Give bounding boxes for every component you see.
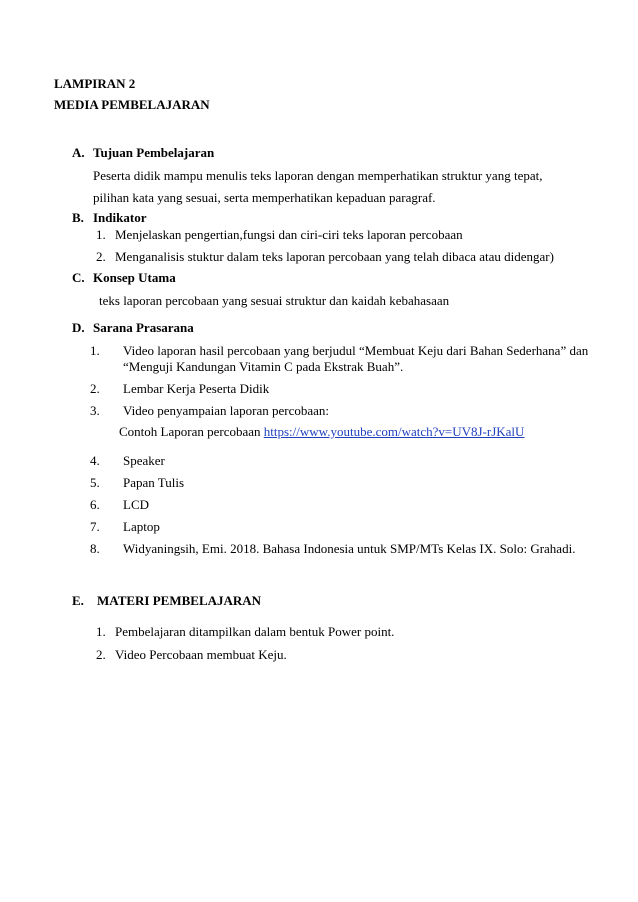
material-text-1: Pembelajaran ditampilkan dalam bentuk Power point. — [115, 624, 395, 639]
indicator-num-1: 1. — [96, 227, 106, 242]
example-label: Contoh Laporan percobaan — [119, 424, 261, 439]
section-c-text: teks laporan percobaan yang sesuai struktur dan kaidah kebahasaan — [99, 293, 450, 308]
facility-num-3: 3. — [90, 403, 100, 418]
facility-text-1-line2: “Menguji Kandungan Vitamin C pada Ekstrak Buah”. — [123, 359, 404, 374]
facility-num-4: 4. — [90, 453, 100, 468]
facility-text-8: Widyaningsih, Emi. 2018. Bahasa Indonesia untuk SMP/MTs Kelas IX. Solo: Grahadi. — [123, 541, 576, 556]
facility-num-7: 7. — [90, 519, 100, 534]
section-a-letter: A. — [72, 145, 85, 160]
facility-text-6: LCD — [123, 497, 149, 512]
facility-num-5: 5. — [90, 475, 100, 490]
material-num-2: 2. — [96, 647, 106, 662]
facility-text-3: Video penyampaian laporan percobaan: — [123, 403, 330, 418]
facility-text-1-line1: Video laporan hasil percobaan yang berjudul “Membuat Keju dari Bahan Sederhana” dan — [123, 343, 589, 358]
facility-num-2: 2. — [90, 381, 100, 396]
section-e-letter: E. — [72, 593, 84, 608]
material-num-1: 1. — [96, 624, 106, 639]
facility-num-6: 6. — [90, 497, 100, 512]
indicator-text-1: Menjelaskan pengertian,fungsi dan ciri-ciri teks laporan percobaan — [115, 227, 463, 242]
section-d-letter: D. — [72, 320, 85, 335]
facility-text-7: Laptop — [123, 519, 160, 534]
facility-text-2: Lembar Kerja Peserta Didik — [123, 381, 270, 396]
material-text-2: Video Percobaan membuat Keju. — [115, 647, 287, 662]
section-c-title: Konsep Utama — [93, 270, 176, 285]
example-video-link[interactable]: https://www.youtube.com/watch?v=UV8J-rJKalU — [263, 424, 525, 439]
indicator-num-2: 2. — [96, 249, 106, 264]
section-a-text-line2: pilihan kata yang sesuai, serta memperhatikan kepaduan paragraf. — [93, 190, 436, 205]
section-b-letter: B. — [72, 210, 84, 225]
media-title: MEDIA PEMBELAJARAN — [54, 97, 210, 112]
facility-text-5: Papan Tulis — [123, 475, 185, 490]
section-b-title: Indikator — [93, 210, 147, 225]
section-d-title: Sarana Prasarana — [93, 320, 194, 335]
section-a-text-line1: Peserta didik mampu menulis teks laporan dengan memperhatikan struktur yang tepat, — [93, 168, 543, 183]
section-a-title: Tujuan Pembelajaran — [93, 145, 215, 160]
appendix-title: LAMPIRAN 2 — [54, 76, 136, 91]
facility-num-1: 1. — [90, 343, 100, 358]
facility-num-8: 8. — [90, 541, 100, 556]
example-line — [119, 424, 524, 440]
indicator-text-2: Menganalisis stuktur dalam teks laporan percobaan yang telah dibaca atau didengar) — [115, 249, 554, 264]
facility-text-4: Speaker — [123, 453, 165, 468]
section-e-title: MATERI PEMBELAJARAN — [97, 593, 262, 608]
section-c-letter: C. — [72, 270, 85, 285]
